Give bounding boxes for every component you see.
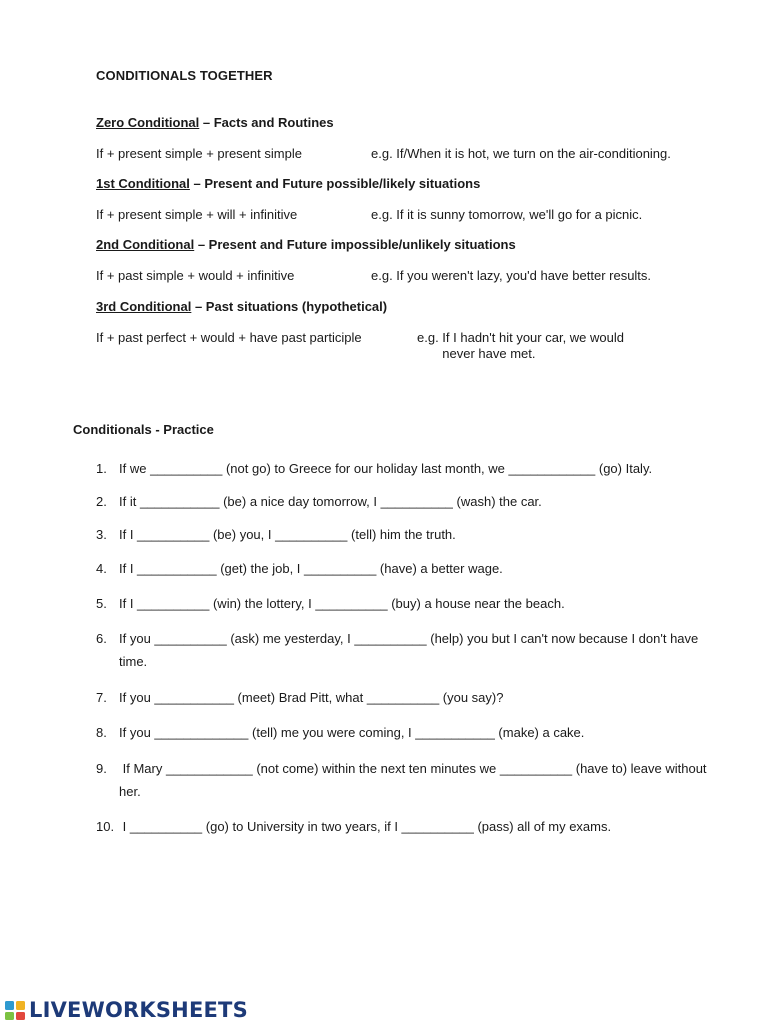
liveworksheets-logo[interactable]: [4, 998, 248, 1022]
logo-text: LIVEWORKSHEETS: [29, 998, 248, 1022]
item-text: If Mary ____________ (not come) within the next ten minutes we __________ (have to) leave without her.: [119, 761, 711, 799]
section-example: e.g. If it is sunny tomorrow, we'll go for a picnic.: [371, 207, 643, 222]
section-name: 3rd Conditional: [96, 299, 192, 314]
item-number: 4.: [96, 561, 107, 576]
section-example: e.g. If/When it is hot, we turn on the air-conditioning.: [371, 146, 671, 161]
section-name: 2nd Conditional: [96, 237, 195, 252]
section-name: Zero Conditional: [96, 115, 200, 130]
liveworksheets-logo-icon: [4, 999, 26, 1021]
section-desc: – Present and Future possible/likely situations: [189, 176, 481, 191]
item-number: 6.: [96, 631, 107, 646]
item-text: If I ___________ (get) the job, I __________ (have) a better wage.: [119, 561, 503, 576]
item-text: If you ___________ (meet) Brad Pitt, what __________ (you say)?: [119, 690, 504, 705]
item-number: 1.: [96, 461, 107, 476]
item-number: 5.: [96, 596, 107, 611]
section-heading-third: [96, 299, 387, 314]
section-desc: – Present and Future impossible/unlikely situations: [194, 237, 516, 252]
item-text: If it ___________ (be) a nice day tomorrow, I __________ (wash) the car.: [119, 494, 542, 509]
section-heading-zero: [96, 115, 334, 130]
section-desc: – Past situations (hypothetical): [191, 299, 388, 314]
section-example: e.g. If you weren't lazy, you'd have better results.: [371, 268, 652, 283]
item-text: I __________ (go) to University in two years, if I __________ (pass) all of my exams.: [119, 819, 612, 834]
item-number: 3.: [96, 527, 107, 542]
item-number: 8.: [96, 725, 107, 740]
worksheet-title: CONDITIONALS TOGETHER: [96, 68, 273, 83]
section-name: 1st Conditional: [96, 176, 190, 191]
item-number: 7.: [96, 690, 107, 705]
item-text: If you __________ (ask) me yesterday, I __________ (help) you but I can't now because I don't have time.: [119, 631, 702, 669]
section-example: e.g. If I hadn't hit your car, we would never have met.: [417, 330, 624, 361]
section-rule: If + present simple + will + infinitive: [96, 207, 298, 222]
item-text: If I __________ (win) the lottery, I __________ (buy) a house near the beach.: [119, 596, 565, 611]
item-number: 2.: [96, 494, 107, 509]
item-text: If you _____________ (tell) me you were coming, I ___________ (make) a cake.: [119, 725, 585, 740]
item-number: 10.: [96, 819, 115, 834]
item-text: If we __________ (not go) to Greece for our holiday last month, we ____________ (go) Italy.: [119, 461, 653, 476]
section-desc: – Facts and Routines: [199, 115, 334, 130]
section-rule: If + present simple + present simple: [96, 146, 302, 161]
section-heading-second: [96, 237, 516, 252]
item-number: 9.: [96, 761, 107, 776]
section-rule: If + past simple + would + infinitive: [96, 268, 295, 283]
section-rule: If + past perfect + would + have past participle: [96, 330, 362, 345]
section-heading-first: [96, 176, 480, 191]
practice-title: Conditionals - Practice: [73, 422, 214, 437]
item-text: If I __________ (be) you, I __________ (tell) him the truth.: [119, 527, 456, 542]
